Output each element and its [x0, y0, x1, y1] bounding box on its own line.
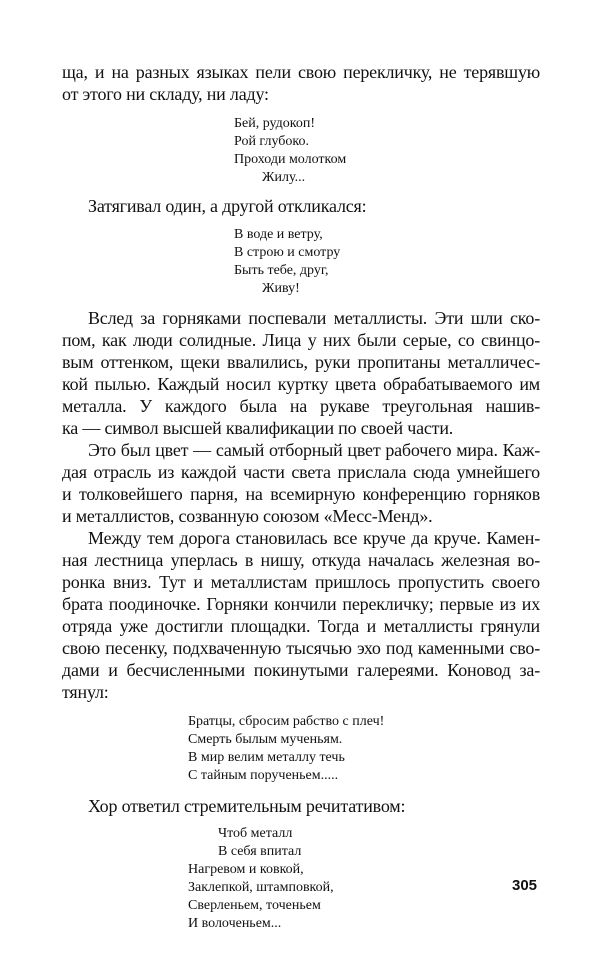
- verse-line: Сверленьем, точеньем: [188, 898, 321, 913]
- verse-line: Чтоб металл: [218, 826, 293, 841]
- text-line: Хор ответил стремительным речитативом:: [88, 796, 406, 816]
- verse-line: Бей, рудокоп!: [234, 116, 316, 131]
- page-number: 305: [512, 877, 538, 894]
- text-line: брата поодиночке. Горняки кончили перекличку; первые из их: [62, 594, 540, 614]
- text-line: отряда уже достигли площадки. Тогда и металлисты грянули: [62, 616, 540, 636]
- text-line: Затягивал один, а другой откликался:: [88, 196, 367, 216]
- verse-line: Братцы, сбросим рабство с плеч!: [188, 714, 385, 729]
- verse-line: С тайным порученьем.....: [188, 768, 339, 783]
- text-line: кой пылью. Каждый носил куртку цвета обрабатываемого им: [62, 374, 540, 394]
- verse-line: В себя впитал: [218, 844, 302, 859]
- text-line: дами и бесчисленными покинутыми галереями. Коновод за-: [62, 660, 540, 680]
- text-line: Между тем дорога становилась все круче да круче. Камен-: [88, 528, 540, 548]
- text-line: ная лестница уперлась в нишу, откуда началась железная во-: [62, 550, 540, 570]
- text-line: тянул:: [62, 682, 109, 702]
- text-line: ка — символ высшей квалификации по своей части.: [62, 418, 454, 438]
- text-line: свою песенку, подхваченную тысячью эхо под каменными сво-: [62, 638, 540, 658]
- text-line: и толковейшего парня, на всемирную конференцию горняков: [62, 484, 540, 504]
- verse-line: Живу!: [262, 281, 300, 296]
- verse-line: В строю и смотру: [234, 245, 341, 260]
- text-line: вым оттенком, щеки ввалились, руки пропитаны металличес-: [62, 352, 540, 372]
- text-line: ща, и на разных языках пели свою перекличку, не терявшую: [62, 62, 540, 82]
- verse-line: В воде и ветру,: [234, 227, 323, 242]
- verse-line: Рой глубоко.: [234, 134, 309, 149]
- text-line: Вслед за горняками поспевали металлисты. Эти шли ско-: [88, 308, 540, 328]
- text-line: и металлистов, созванную союзом «Месс-Менд».: [62, 506, 433, 526]
- text-line: от этого ни складу, ни ладу:: [62, 84, 269, 104]
- text-line: дая отрасль из каждой части света прислала сюда умнейшего: [62, 462, 540, 482]
- verse-line: Нагревом и ковкой,: [188, 862, 304, 877]
- text-line: металла. У каждого была на рукаве треугольная нашив-: [62, 396, 540, 416]
- text-line: ронка вниз. Тут и металлистам пришлось пропустить своего: [62, 572, 540, 592]
- text-line: пом, как люди солидные. Лица у них были серые, со свинцо-: [62, 330, 540, 350]
- verse-line: Быть тебе, друг,: [234, 263, 329, 278]
- verse-line: Заклепкой, штамповкой,: [188, 880, 334, 895]
- verse-line: Проходи молотком: [234, 152, 347, 167]
- verse-line: Жилу...: [262, 170, 306, 185]
- verse-line: Смерть былым мученьям.: [188, 732, 343, 747]
- text-line: Это был цвет — самый отборный цвет рабочего мира. Каж-: [88, 440, 540, 460]
- verse-line: И волоченьем...: [188, 916, 282, 931]
- verse-line: В мир велим металлу течь: [188, 750, 345, 765]
